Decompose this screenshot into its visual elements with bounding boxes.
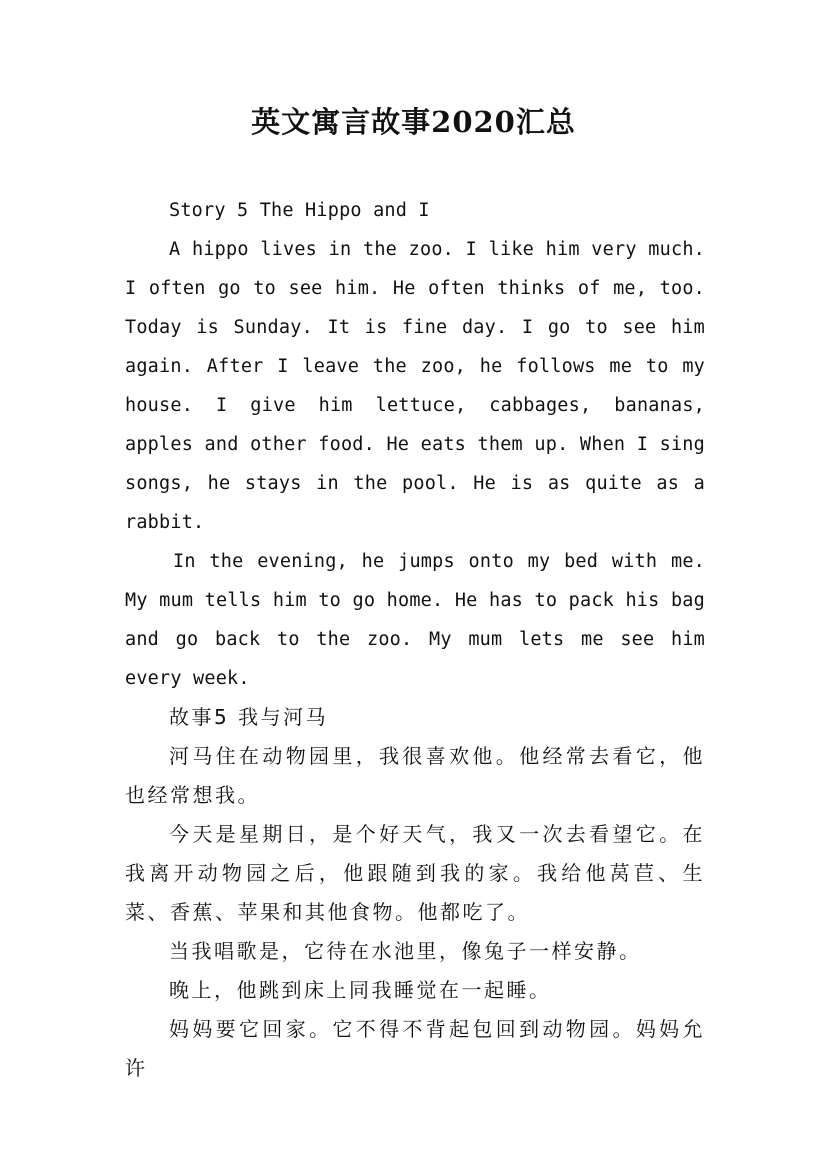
document-title: 英文寓言故事2020汇总 [251,105,576,139]
paragraph-chinese-3: 当我唱歌是，它待在水池里，像兔子一样安静。 [169,939,642,963]
paragraph-chinese-4: 晚上，他跳到床上同我睡觉在一起睡。 [169,978,552,1002]
story-heading-chinese: 故事5 我与河马 [169,705,329,729]
paragraph-chinese-2: 今天是星期日，是个好天气，我又一次去看望它。在我离开动物园之后，他跟随到我的家。我给他莴苣、生菜、香蕉、苹果和其他食物。他都吃了。 [125,822,705,924]
document-body [125,191,705,1088]
paragraph-english-1: A hippo lives in the zoo. I like him very much. I often go to see him. He often thinks of me, too. Today is Sunday. It is fine day. I go to see him again. After I leave the zoo, he follows me to my house. I give him lettuce, cabbages, bananas, apples and other food. He eats them up. When I sing songs, he stays in the pool. He is as quite as a rabbit. [125,239,705,533]
paragraph-english-2: In the evening, he jumps onto my bed with me. My mum tells him to go home. He has to pack his bag and go back to the zoo. My mum lets me see him every week. [125,551,705,689]
paragraph-chinese-5: 妈妈要它回家。它不得不背起包回到动物园。妈妈允许 [125,1017,705,1080]
paragraph-chinese-1: 河马住在动物园里，我很喜欢他。他经常去看它，他也经常想我。 [125,744,705,807]
story-heading: Story 5 The Hippo and I [169,200,430,221]
